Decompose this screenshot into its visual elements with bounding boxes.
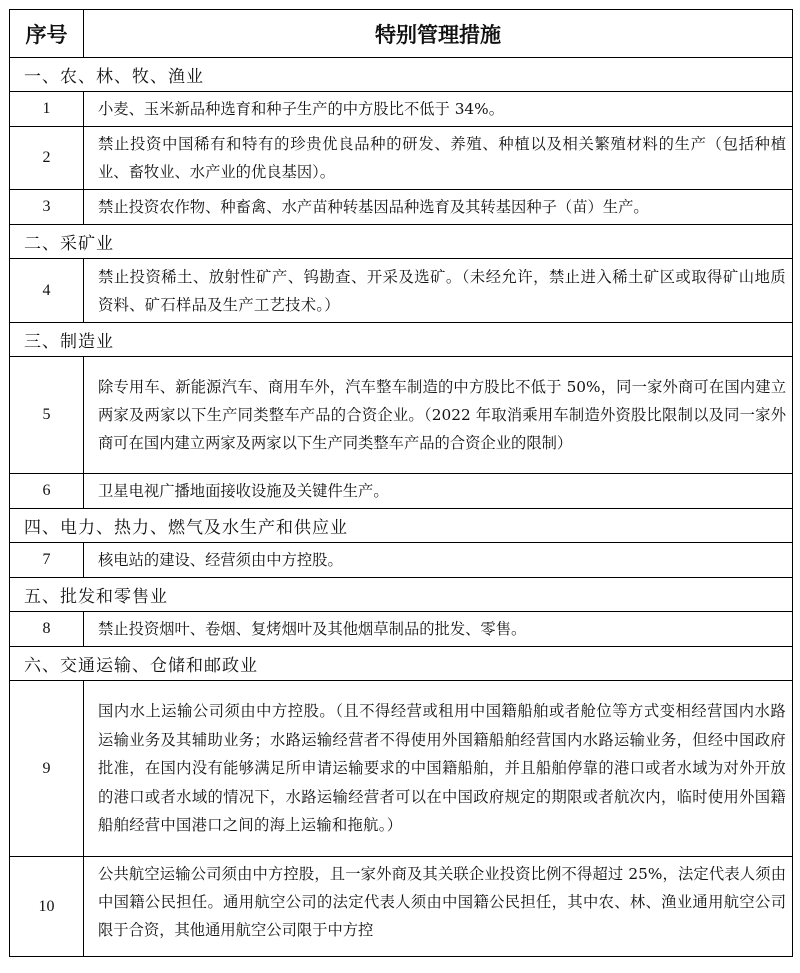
category-row [10, 509, 793, 543]
row-measure-text: 小麦、玉米新品种选育和种子生产的中方股比不低于 34%。 [84, 92, 793, 127]
row-measure-text: 除专用车、新能源汽车、商用车外，汽车整车制造的中方股比不低于 50%，同一家外商可在国内建立两家及两家以下生产同类整车产品的合资企业。（2022 年取消乘用车制造外资股比限制以及同一家外商可在国内建立两家及两家以下生产同类整车产品的合资企业的限制） [84, 357, 793, 474]
category-row [10, 225, 793, 259]
row-measure-text: 禁止投资烟叶、卷烟、复烤烟叶及其他烟草制品的批发、零售。 [84, 612, 793, 647]
table-row [10, 474, 793, 509]
table-row [10, 857, 793, 957]
category-transport: 六、交通运输、仓储和邮政业 [10, 647, 793, 681]
category-row [10, 58, 793, 92]
table-row [10, 92, 793, 127]
row-measure-text: 禁止投资农作物、种畜禽、水产苗种转基因品种选育及其转基因种子（苗）生产。 [84, 190, 793, 225]
header-serial-number: 序号 [10, 10, 84, 58]
row-measure-text-clipped: 公共航空运输公司须由中方控股，且一家外商及其关联企业投资比例不得超过 25%，法定代表人须由中国籍公民担任。通用航空公司的法定代表人须由中国籍公民担任，其中农、林、渔业通用航空公司限于合资，其他通用航空公司限于中方控 [98, 865, 786, 939]
category-utilities: 四、电力、热力、燃气及水生产和供应业 [10, 509, 793, 543]
table-row [10, 259, 793, 323]
row-measure-text: 卫星电视广播地面接收设施及关键件生产。 [84, 474, 793, 509]
row-measure-text: 禁止投资稀土、放射性矿产、钨勘查、开采及选矿。（未经允许，禁止进入稀土矿区或取得矿山地质资料、矿石样品及生产工艺技术。） [84, 259, 793, 323]
table-row [10, 357, 793, 474]
row-number: 10 [10, 857, 84, 957]
row-measure-text: 禁止投资中国稀有和特有的珍贵优良品种的研发、养殖、种植以及相关繁殖材料的生产（包括种植业、畜牧业、水产业的优良基因）。 [84, 127, 793, 190]
row-number: 1 [10, 92, 84, 127]
row-measure-text: 国内水上运输公司须由中方控股。（且不得经营或租用中国籍船舶或者舱位等方式变相经营国内水路运输业务及其辅助业务；水路运输经营者不得使用外国籍船舶经营国内水路运输业务，但经中国政府批准，在国内没有能够满足所申请运输要求的中国籍船舶，并且船舶停靠的港口或者水域为对外开放的港口或者水域的情况下，水路运输经营者可以在中国政府规定的期限或者航次内，临时使用外国籍船舶经营中国港口之间的海上运输和拖航。） [84, 681, 793, 857]
table-header-row [10, 10, 793, 58]
category-mining: 二、采矿业 [10, 225, 793, 259]
category-row [10, 578, 793, 612]
category-manufacturing: 三、制造业 [10, 323, 793, 357]
row-number: 7 [10, 543, 84, 578]
category-row [10, 647, 793, 681]
row-measure-text: 核电站的建设、经营须由中方控股。 [84, 543, 793, 578]
table-row [10, 612, 793, 647]
row-number: 6 [10, 474, 84, 509]
table-row [10, 543, 793, 578]
row-number: 9 [10, 681, 84, 857]
category-agriculture: 一、农、林、牧、渔业 [10, 58, 793, 92]
row-number: 8 [10, 612, 84, 647]
table-row [10, 681, 793, 857]
category-row [10, 323, 793, 357]
row-number: 2 [10, 127, 84, 190]
special-measures-table [9, 9, 793, 957]
category-wholesale-retail: 五、批发和零售业 [10, 578, 793, 612]
header-special-measures: 特别管理措施 [84, 10, 793, 58]
table-row [10, 127, 793, 190]
table-row [10, 190, 793, 225]
row-number: 4 [10, 259, 84, 323]
row-measure-text [84, 857, 793, 957]
row-number: 3 [10, 190, 84, 225]
row-number: 5 [10, 357, 84, 474]
